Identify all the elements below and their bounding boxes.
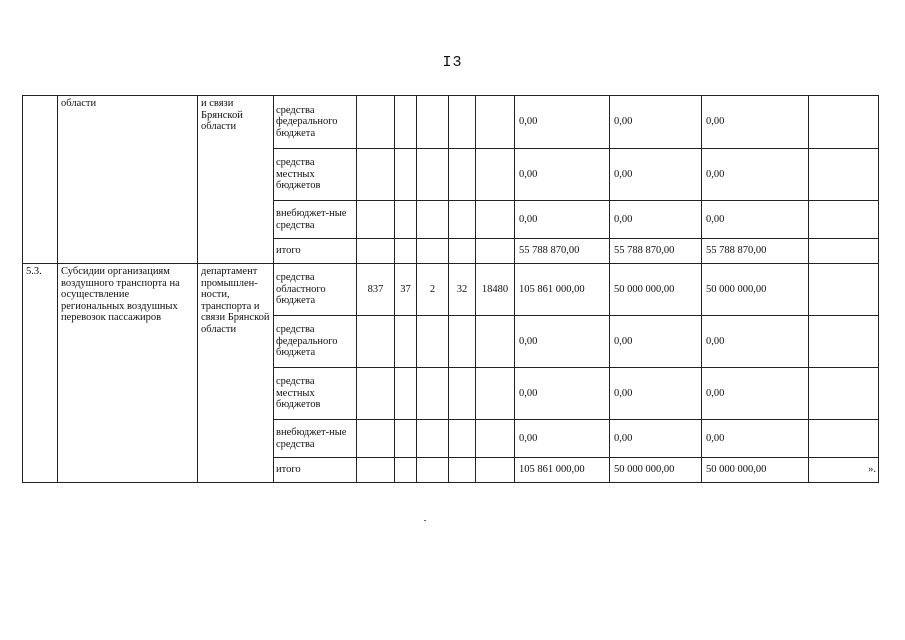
year1-amount-cell: 0,00 <box>610 316 702 368</box>
year2-amount-cell: 0,00 <box>702 316 809 368</box>
total-amount-cell: 105 861 000,00 <box>515 264 610 316</box>
year1-amount-cell: 0,00 <box>610 420 702 458</box>
year2-amount-cell: 0,00 <box>702 201 809 239</box>
year2-amount-cell: 55 788 870,00 <box>702 239 809 264</box>
total-amount-cell: 0,00 <box>515 368 610 420</box>
end-cell <box>809 96 879 149</box>
grbs-cell <box>357 316 395 368</box>
grbs-cell <box>357 458 395 483</box>
end-cell <box>809 239 879 264</box>
funding-source-cell: средства федерального бюджета <box>274 96 357 149</box>
pr-cell <box>417 96 449 149</box>
vr-cell <box>476 239 515 264</box>
year2-amount-cell: 50 000 000,00 <box>702 264 809 316</box>
item-name-cell: Субсидии организациям воздушного транспорта на осуществление региональных воздушных перевозок пассажиров <box>58 264 198 483</box>
rz-cell <box>395 239 417 264</box>
pr-cell <box>417 201 449 239</box>
funding-source-cell: средства местных бюджетов <box>274 368 357 420</box>
budget-table <box>22 95 879 483</box>
year1-amount-cell: 0,00 <box>610 96 702 149</box>
cs-cell <box>449 458 476 483</box>
cs-cell <box>449 368 476 420</box>
vr-cell <box>476 458 515 483</box>
year2-amount-cell: 0,00 <box>702 368 809 420</box>
pr-cell: 2 <box>417 264 449 316</box>
total-amount-cell: 105 861 000,00 <box>515 458 610 483</box>
vr-cell <box>476 149 515 201</box>
funding-source-cell: средства федерального бюджета <box>274 316 357 368</box>
cs-cell: 32 <box>449 264 476 316</box>
rz-cell <box>395 420 417 458</box>
end-cell <box>809 316 879 368</box>
item-number-cell: 5.3. <box>23 264 58 483</box>
item-name-cell: области <box>58 96 198 264</box>
year2-amount-cell: 0,00 <box>702 96 809 149</box>
end-cell <box>809 201 879 239</box>
vr-cell <box>476 316 515 368</box>
funding-source-cell: внебюджет-ные средства <box>274 420 357 458</box>
year1-amount-cell: 55 788 870,00 <box>610 239 702 264</box>
pr-cell <box>417 316 449 368</box>
cs-cell <box>449 149 476 201</box>
funding-source-cell: средства местных бюджетов <box>274 149 357 201</box>
total-amount-cell: 0,00 <box>515 149 610 201</box>
pr-cell <box>417 458 449 483</box>
executor-cell: и связи Брянской области <box>198 96 274 264</box>
grbs-cell <box>357 239 395 264</box>
vr-cell <box>476 368 515 420</box>
vr-cell: 18480 <box>476 264 515 316</box>
total-amount-cell: 55 788 870,00 <box>515 239 610 264</box>
year1-amount-cell: 50 000 000,00 <box>610 458 702 483</box>
pr-cell <box>417 368 449 420</box>
grbs-cell: 837 <box>357 264 395 316</box>
pr-cell <box>417 239 449 264</box>
end-cell <box>809 368 879 420</box>
rz-cell <box>395 458 417 483</box>
funding-source-cell: внебюджет-ные средства <box>274 201 357 239</box>
total-amount-cell: 0,00 <box>515 201 610 239</box>
end-cell <box>809 149 879 201</box>
grbs-cell <box>357 420 395 458</box>
scan-speck <box>424 520 426 521</box>
rz-cell <box>395 316 417 368</box>
cs-cell <box>449 201 476 239</box>
rz-cell <box>395 201 417 239</box>
item-number-cell <box>23 96 58 264</box>
year1-amount-cell: 0,00 <box>610 368 702 420</box>
funding-source-cell: итого <box>274 458 357 483</box>
cs-cell <box>449 316 476 368</box>
grbs-cell <box>357 201 395 239</box>
pr-cell <box>417 149 449 201</box>
rz-cell: 37 <box>395 264 417 316</box>
page-number: I3 <box>442 54 463 71</box>
closing-quote-cell: ». <box>809 458 879 483</box>
year2-amount-cell: 0,00 <box>702 149 809 201</box>
funding-source-cell: средства областного бюджета <box>274 264 357 316</box>
rz-cell <box>395 96 417 149</box>
executor-cell: департамент промышлен-ности, транспорта и связи Брянской области <box>198 264 274 483</box>
funding-source-cell: итого <box>274 239 357 264</box>
year1-amount-cell: 50 000 000,00 <box>610 264 702 316</box>
cs-cell <box>449 420 476 458</box>
year2-amount-cell: 0,00 <box>702 420 809 458</box>
year1-amount-cell: 0,00 <box>610 201 702 239</box>
table-row <box>23 96 879 149</box>
vr-cell <box>476 420 515 458</box>
year1-amount-cell: 0,00 <box>610 149 702 201</box>
total-amount-cell: 0,00 <box>515 96 610 149</box>
table-row <box>23 264 879 316</box>
rz-cell <box>395 149 417 201</box>
grbs-cell <box>357 368 395 420</box>
grbs-cell <box>357 149 395 201</box>
cs-cell <box>449 239 476 264</box>
vr-cell <box>476 201 515 239</box>
end-cell <box>809 420 879 458</box>
rz-cell <box>395 368 417 420</box>
vr-cell <box>476 96 515 149</box>
total-amount-cell: 0,00 <box>515 420 610 458</box>
end-cell <box>809 264 879 316</box>
pr-cell <box>417 420 449 458</box>
cs-cell <box>449 96 476 149</box>
total-amount-cell: 0,00 <box>515 316 610 368</box>
year2-amount-cell: 50 000 000,00 <box>702 458 809 483</box>
grbs-cell <box>357 96 395 149</box>
